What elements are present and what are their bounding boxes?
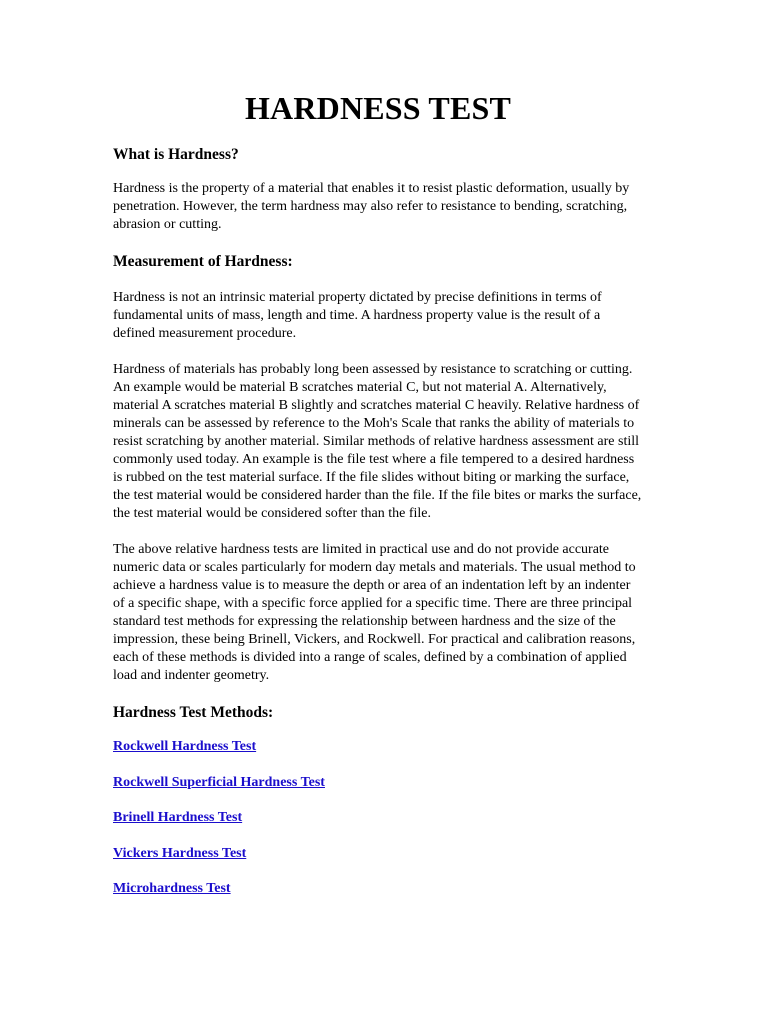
paragraph-measurement-2: Hardness of materials has probably long been assessed by resistance to scratching or cutting. An example would be material B scratches material C, but not material A. Alternatively, material A scratches material B slightly and scratches material C heavily. Relative hardness of minerals can be assessed by reference to the Moh's Scale that ranks the ability of materials to resist scratching by another material. Similar methods of relative hardness assessment are still commonly used today. An example is the file test where a file tempered to a desired hardness is rubbed on the test material surface. If the file slides without biting or marking the surface, the test material would be considered harder than the file. If the file bites or marks the surface, the test material would be considered softer than the file. — [113, 362, 642, 521]
link-rockwell-superficial-hardness-test[interactable]: Rockwell Superficial Hardness Test — [113, 774, 325, 790]
paragraph-measurement-3: The above relative hardness tests are limited in practical use and do not provide accurate numeric data or scales particularly for modern day metals and materials. The usual method to achieve a hardness value is to measure the depth or area of an indentation left by an indenter of a specific shape, with a specific force applied for a specific time. There are three principal standard test methods for expressing the relationship between hardness and the size of the impression, these being Brinell, Vickers, and Rockwell. For practical and calibration reasons, each of these methods is divided into a range of scales, defined by a combination of applied load and indenter geometry. — [113, 542, 636, 683]
section-heading-what-is-hardness: What is Hardness? — [113, 146, 239, 163]
document-page — [113, 88, 643, 915]
list-item — [113, 879, 643, 898]
section-heading-test-methods: Hardness Test Methods: — [113, 704, 274, 721]
list-item — [113, 808, 643, 827]
page-title: HARDNESS TEST — [244, 90, 512, 126]
link-vickers-hardness-test[interactable]: Vickers Hardness Test — [113, 845, 247, 861]
section-heading-measurement: Measurement of Hardness: — [113, 253, 293, 270]
paragraph-what-is-hardness: Hardness is the property of a material that enables it to resist plastic deformation, usually by penetration. However, the term hardness may also refer to resistance to bending, scratching, abrasion or cutting. — [113, 181, 630, 232]
paragraph-measurement-1: Hardness is not an intrinsic material property dictated by precise definitions in terms of fundamental units of mass, length and time. A hardness property value is the result of a defined measurement procedure. — [113, 290, 602, 341]
list-item — [113, 773, 643, 792]
link-rockwell-hardness-test[interactable]: Rockwell Hardness Test — [113, 739, 257, 754]
test-methods-link-list — [113, 737, 643, 898]
link-microhardness-test[interactable]: Microhardness Test — [113, 881, 231, 896]
link-brinell-hardness-test[interactable]: Brinell Hardness Test — [113, 810, 243, 825]
list-item — [113, 844, 643, 863]
list-item — [113, 737, 643, 756]
